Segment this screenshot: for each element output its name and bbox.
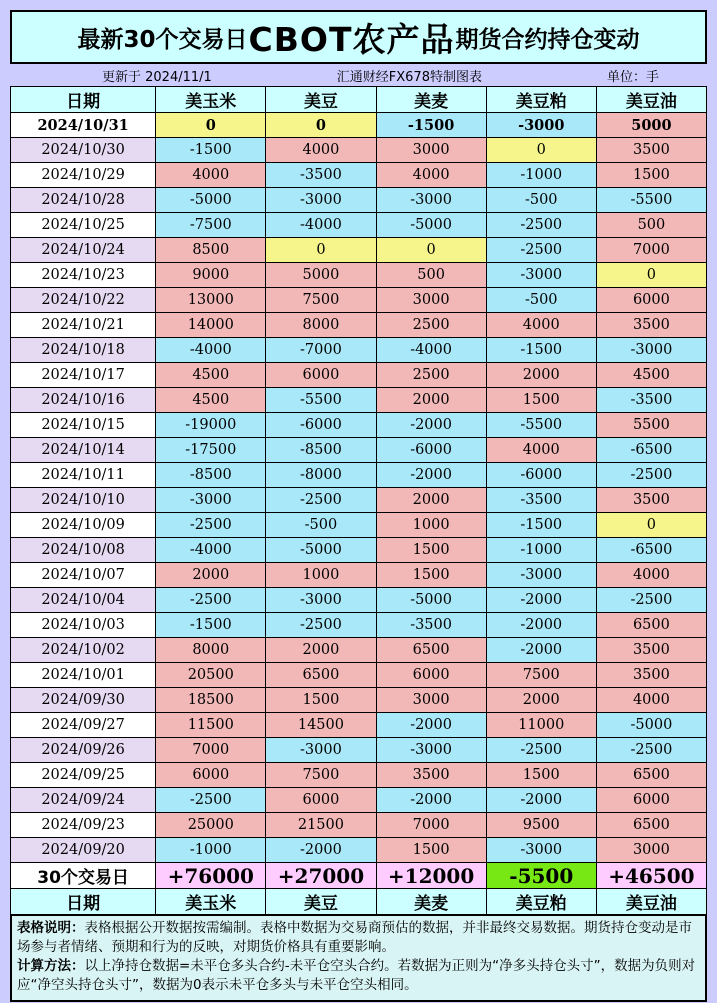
value-cell: -3000 [596,338,706,363]
date-cell: 2024/10/01 [11,663,156,688]
source-label: 汇通财经FX678特制图表 [336,69,482,85]
value-cell: 6500 [596,763,706,788]
value-cell: -3500 [376,613,486,638]
title-prefix: 最新30个交易日 [77,26,248,53]
value-cell: -4000 [156,538,266,563]
table-body [11,113,707,863]
value-cell: 500 [596,213,706,238]
table-row [11,488,707,513]
value-cell: 0 [376,238,486,263]
table-row [11,263,707,288]
date-cell: 2024/10/30 [11,138,156,163]
value-cell: 1500 [376,838,486,863]
value-cell: 4000 [596,688,706,713]
value-cell: 6500 [376,638,486,663]
table-row [11,363,707,388]
value-cell: -4000 [156,338,266,363]
date-cell: 2024/10/22 [11,288,156,313]
date-cell: 2024/09/25 [11,763,156,788]
note2-label: 计算方法： [17,958,85,975]
title-highlight: CBOT农产品 [248,19,455,59]
value-cell: 1500 [376,563,486,588]
value-cell: -2500 [156,513,266,538]
value-cell: -2000 [266,838,376,863]
value-cell: -2500 [266,613,376,638]
value-cell: -2500 [596,738,706,763]
value-cell: 6500 [596,613,706,638]
table-row [11,438,707,463]
value-cell: -5500 [596,188,706,213]
value-cell: 2000 [376,388,486,413]
value-cell: 18500 [156,688,266,713]
table-row [11,163,707,188]
table-row [11,713,707,738]
summary-value-cell: +76000 [156,863,266,889]
table-row [11,738,707,763]
value-cell: -2500 [156,788,266,813]
value-cell: 3500 [596,663,706,688]
value-cell: -500 [486,188,596,213]
value-cell: -1500 [376,113,486,138]
value-cell: -3500 [266,163,376,188]
table-row [11,838,707,863]
value-cell: -2000 [486,588,596,613]
value-cell: -5000 [266,538,376,563]
table-footer [11,863,707,915]
value-cell: 7000 [596,238,706,263]
table-row [11,288,707,313]
value-cell: -6000 [266,413,376,438]
date-cell: 2024/09/20 [11,838,156,863]
date-cell: 2024/10/14 [11,438,156,463]
table-row [11,613,707,638]
value-cell: 11000 [486,713,596,738]
value-cell: 0 [156,113,266,138]
date-cell: 2024/10/04 [11,588,156,613]
value-cell: -2000 [376,463,486,488]
table-row [11,213,707,238]
column-header-date: 日期 [11,87,156,113]
value-cell: 1500 [266,688,376,713]
value-cell: 3000 [376,138,486,163]
value-cell: -2500 [486,213,596,238]
footer-column-header: 美豆 [266,889,376,915]
value-cell: -5000 [376,213,486,238]
table-row [11,663,707,688]
value-cell: -2000 [376,713,486,738]
value-cell: 3500 [596,488,706,513]
note2-text: 以上净持仓数据=未平仓多头合约-未平仓空头合约。若数据为正则为“净多头持仓头寸”，数据为负则对应“净空头持仓头寸”，数据为0表示未平仓多头与未平仓空头相同。 [17,958,696,994]
value-cell: -6500 [596,538,706,563]
summary-value-cell: -5500 [486,863,596,889]
date-cell: 2024/10/29 [11,163,156,188]
value-cell: 3500 [596,638,706,663]
value-cell: -3000 [376,188,486,213]
value-cell: 3500 [596,138,706,163]
value-cell: 7000 [156,738,266,763]
value-cell: 0 [486,138,596,163]
value-cell: -2000 [486,613,596,638]
value-cell: 4000 [486,438,596,463]
value-cell: -2000 [486,638,596,663]
value-cell: 5000 [266,263,376,288]
value-cell: 9500 [486,813,596,838]
date-cell: 2024/10/07 [11,563,156,588]
value-cell: -2500 [486,238,596,263]
value-cell: 7500 [486,663,596,688]
value-cell: 4000 [266,138,376,163]
value-cell: 8000 [266,313,376,338]
note1-text: 表格根据公开数据按需编制。表格中数据为交易商预估的数据，并非最终交易数据。期货持仓变动是市场参与者情绪、预期和行为的反映，对期货价格具有重要影响。 [17,920,692,956]
table-row [11,513,707,538]
date-cell: 2024/10/03 [11,613,156,638]
value-cell: 4500 [156,388,266,413]
value-cell: -2500 [486,738,596,763]
table-row [11,113,707,138]
value-cell: 8000 [156,638,266,663]
note-method [17,957,700,995]
value-cell: -2500 [596,463,706,488]
unit-label: 单位：手 [606,69,659,85]
value-cell: 4000 [376,163,486,188]
date-cell: 2024/10/11 [11,463,156,488]
value-cell: 2000 [376,488,486,513]
value-cell: -3500 [486,488,596,513]
date-cell: 2024/09/30 [11,688,156,713]
value-cell: -6000 [486,463,596,488]
value-cell: -2000 [376,788,486,813]
date-cell: 2024/10/09 [11,513,156,538]
updated-date-label: 更新于 2024/11/1 [102,69,212,85]
value-cell: 4500 [156,363,266,388]
value-cell: 25000 [156,813,266,838]
value-cell: 1000 [376,513,486,538]
table-row [11,563,707,588]
value-cell: -19000 [156,413,266,438]
value-cell: -1500 [156,138,266,163]
value-cell: 20500 [156,663,266,688]
value-cell: 2000 [486,688,596,713]
footer-column-header: 美豆粕 [486,889,596,915]
value-cell: 13000 [156,288,266,313]
notes-box [10,915,707,1002]
title-banner [10,10,707,64]
value-cell: 7500 [266,288,376,313]
value-cell: -3000 [376,738,486,763]
table-row [11,813,707,838]
title-suffix: 期货合约持仓变动 [455,26,640,53]
value-cell: 2000 [486,363,596,388]
value-cell: -6500 [596,438,706,463]
footer-column-header: 美豆油 [596,889,706,915]
table-row [11,463,707,488]
value-cell: -5000 [596,713,706,738]
value-cell: -2000 [376,413,486,438]
value-cell: 3000 [376,288,486,313]
value-cell: -1500 [486,338,596,363]
date-cell: 2024/09/23 [11,813,156,838]
value-cell: -5000 [376,588,486,613]
date-cell: 2024/10/17 [11,363,156,388]
value-cell: -5000 [156,188,266,213]
value-cell: 9000 [156,263,266,288]
footer-column-header: 美玉米 [156,889,266,915]
table-row [11,388,707,413]
value-cell: 6500 [266,663,376,688]
date-cell: 2024/10/31 [11,113,156,138]
table-row [11,763,707,788]
table-row [11,413,707,438]
date-cell: 2024/10/16 [11,388,156,413]
value-cell: 1500 [596,163,706,188]
date-cell: 2024/10/23 [11,263,156,288]
value-cell: 2500 [376,313,486,338]
value-cell: -3000 [486,563,596,588]
value-cell: 0 [266,113,376,138]
value-cell: 7000 [376,813,486,838]
table-header [11,87,707,113]
column-header: 美豆油 [596,87,706,113]
value-cell: -6000 [376,438,486,463]
note1-label: 表格说明： [17,920,85,936]
date-cell: 2024/09/27 [11,713,156,738]
header-row [11,87,707,113]
value-cell: -1500 [486,513,596,538]
value-cell: 1500 [486,763,596,788]
summary-row [11,863,707,889]
value-cell: 21500 [266,813,376,838]
value-cell: 0 [266,238,376,263]
value-cell: 4500 [596,363,706,388]
value-cell: 0 [596,513,706,538]
value-cell: -1000 [156,838,266,863]
value-cell: -3000 [266,738,376,763]
table-row [11,188,707,213]
value-cell: 14000 [156,313,266,338]
value-cell: 500 [376,263,486,288]
value-cell: -2500 [596,588,706,613]
value-cell: -4000 [376,338,486,363]
value-cell: 11500 [156,713,266,738]
value-cell: 4000 [156,163,266,188]
value-cell: -8000 [266,463,376,488]
value-cell: 6000 [596,788,706,813]
value-cell: 7500 [266,763,376,788]
summary-value-cell: +46500 [596,863,706,889]
date-cell: 2024/10/02 [11,638,156,663]
value-cell: -3500 [596,388,706,413]
value-cell: 1500 [376,538,486,563]
value-cell: 6000 [266,788,376,813]
value-cell: -3000 [266,188,376,213]
column-header: 美豆 [266,87,376,113]
value-cell: 0 [596,263,706,288]
note-description [17,919,700,957]
value-cell: 3500 [596,313,706,338]
table-row [11,138,707,163]
date-cell: 2024/10/24 [11,238,156,263]
table-row [11,588,707,613]
table-row [11,313,707,338]
value-cell: -17500 [156,438,266,463]
value-cell: -7000 [266,338,376,363]
value-cell: -3000 [486,838,596,863]
value-cell: -500 [266,513,376,538]
date-cell: 2024/10/28 [11,188,156,213]
value-cell: -2000 [486,788,596,813]
value-cell: -2500 [156,588,266,613]
value-cell: -500 [486,288,596,313]
value-cell: -2500 [266,488,376,513]
table-row [11,788,707,813]
value-cell: -3000 [156,488,266,513]
value-cell: 6000 [156,763,266,788]
column-header: 美豆粕 [486,87,596,113]
table-row [11,688,707,713]
value-cell: -8500 [266,438,376,463]
date-cell: 2024/09/24 [11,788,156,813]
value-cell: 5500 [596,413,706,438]
value-cell: -7500 [156,213,266,238]
date-cell: 2024/10/21 [11,313,156,338]
value-cell: 4000 [486,313,596,338]
value-cell: 2000 [156,563,266,588]
positions-table [10,86,707,915]
value-cell: 5000 [596,113,706,138]
value-cell: 6000 [266,363,376,388]
value-cell: -1000 [486,538,596,563]
value-cell: -3000 [266,588,376,613]
value-cell: 2500 [376,363,486,388]
meta-row [10,64,707,86]
column-header: 美麦 [376,87,486,113]
summary-value-cell: +27000 [266,863,376,889]
value-cell: 3000 [596,838,706,863]
value-cell: 1000 [266,563,376,588]
value-cell: 1500 [486,388,596,413]
value-cell: 14500 [266,713,376,738]
value-cell: 6000 [596,288,706,313]
table-row [11,638,707,663]
value-cell: 4000 [596,563,706,588]
value-cell: -3000 [486,263,596,288]
date-cell: 2024/10/25 [11,213,156,238]
value-cell: 2000 [266,638,376,663]
date-cell: 2024/10/15 [11,413,156,438]
table-row [11,238,707,263]
value-cell: 3500 [376,763,486,788]
column-header: 美玉米 [156,87,266,113]
value-cell: -5500 [266,388,376,413]
value-cell: 8500 [156,238,266,263]
date-cell: 2024/10/10 [11,488,156,513]
value-cell: -1500 [156,613,266,638]
date-cell: 2024/09/26 [11,738,156,763]
summary-value-cell: +12000 [376,863,486,889]
table-row [11,538,707,563]
footer-header-row [11,889,707,915]
date-cell: 2024/10/18 [11,338,156,363]
value-cell: 3000 [376,688,486,713]
value-cell: 6000 [376,663,486,688]
value-cell: -4000 [266,213,376,238]
date-cell: 2024/10/08 [11,538,156,563]
footer-column-header: 美麦 [376,889,486,915]
value-cell: -8500 [156,463,266,488]
value-cell: -1000 [486,163,596,188]
table-row [11,338,707,363]
footer-column-header-date: 日期 [11,889,156,915]
summary-label: 30个交易日 [11,863,156,889]
value-cell: 6500 [596,813,706,838]
value-cell: -3000 [486,113,596,138]
value-cell: -5500 [486,413,596,438]
